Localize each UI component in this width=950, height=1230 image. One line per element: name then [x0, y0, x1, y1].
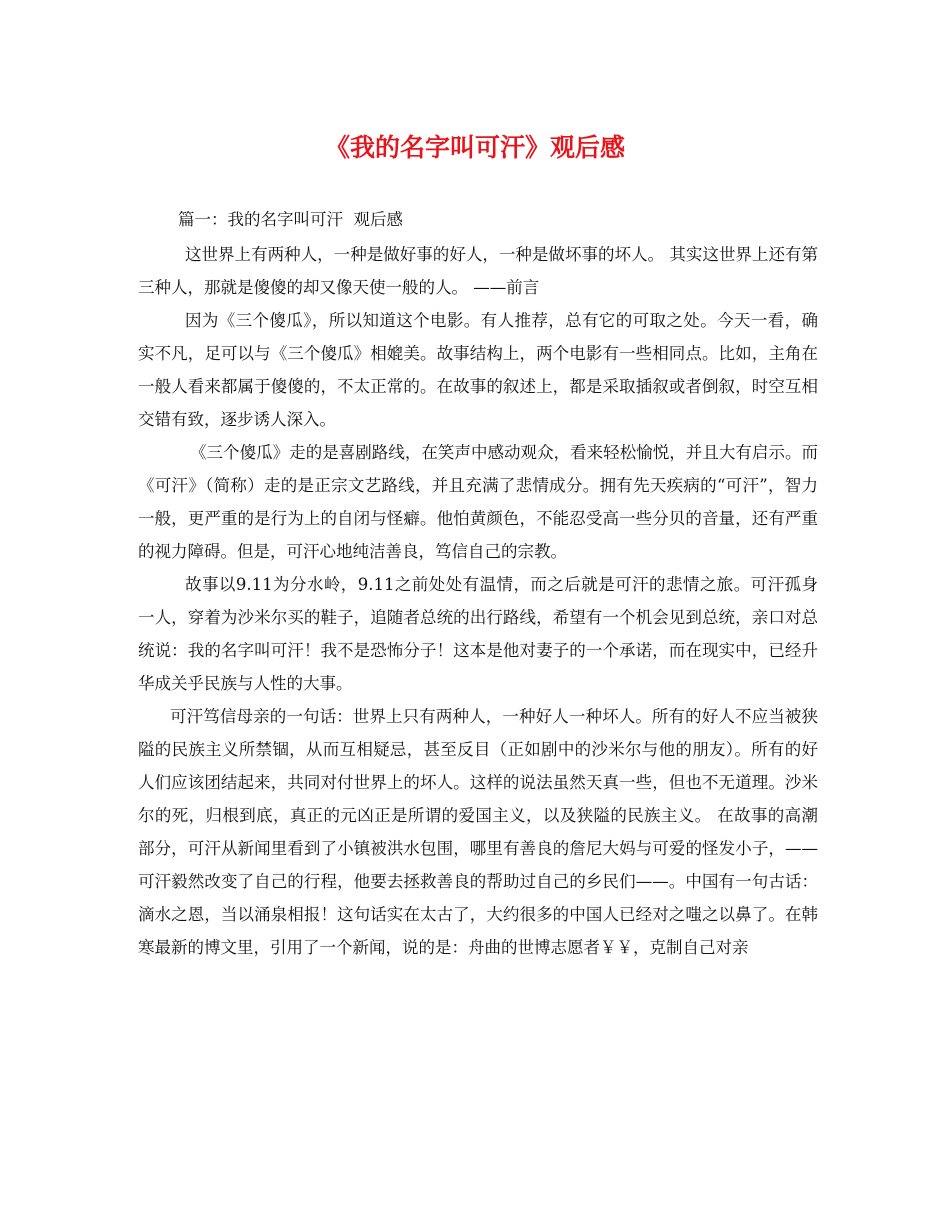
- document-title: 《我的名字叫可汗》观后感: [324, 133, 625, 162]
- paragraph-preface: 这世界上有两种人，一种是做好事的好人，一种是做坏事的坏人。 其实这世界上还有第三种人，那就是傻傻的却又像天使一般的人。 ——前言: [138, 245, 818, 297]
- document-body: [138, 238, 818, 964]
- paragraph-comparison: 《三个傻瓜》走的是喜剧路线，在笑声中感动观众，看来轻松愉悦，并且大有启示。而《可汗》（简称）走的是正宗文艺路线，并且充满了悲情成分。拥有先天疾病的“可汗”，智力一般，更严重的是行为上的自闭与怪癖。他怕黄颜色，不能忍受高一些分贝的音量，还有严重的视力障碍。但是，可汗心地纯洁善良，笃信自己的宗教。: [138, 443, 818, 561]
- section-heading: 篇一：我的名字叫可汗 观后感: [178, 210, 403, 229]
- paragraph-theme: 可汗笃信母亲的一句话：世界上只有两种人，一种好人一种坏人。所有的好人不应当被狭隘的民族主义所禁锢，从而互相疑忌，甚至反目（正如剧中的沙米尔与他的朋友）。所有的好人们应该团结起来，共同对付世界上的坏人。这样的说法虽然天真一些，但也不无道理。沙米尔的死，归根到底，真正的元凶正是所谓的爱国主义，以及狭隘的民族主义。 在故事的高潮部分，可汗从新闻里看到了小镇被洪水包围，哪里有善良的詹尼大妈与可爱的怪发小子，——可汗毅然改变了自己的行程，他要去拯救善良的帮助过自己的乡民们——。中国有一句古话：滴水之恩，当以涌泉相报！这句话实在太古了，大约很多的中国人已经对之嗤之以鼻了。在韩寒最新的博文里，引用了一个新闻，说的是：舟曲的世博志愿者￥￥，克制自己对亲: [138, 707, 818, 957]
- paragraph-intro: 因为《三个傻瓜》，所以知道这个电影。有人推荐，总有它的可取之处。今天一看，确实不凡，足可以与《三个傻瓜》相媲美。故事结构上，两个电影有一些相同点。比如，主角在一般人看来都属于傻傻的，不太正常的。在故事的叙述上，都是采取插叙或者倒叙，时空互相交错有致，逐步诱人深入。: [138, 311, 818, 429]
- paragraph-story: 故事以9.11为分水岭，9.11之前处处有温情，而之后就是可汗的悲情之旅。可汗孤身一人，穿着为沙米尔买的鞋子，追随者总统的出行路线，希望有一个机会见到总统，亲口对总统说：我的名字叫可汗！我不是恐怖分子！这本是他对妻子的一个承诺，而在现实中，已经升华成关乎民族与人性的大事。: [138, 575, 818, 693]
